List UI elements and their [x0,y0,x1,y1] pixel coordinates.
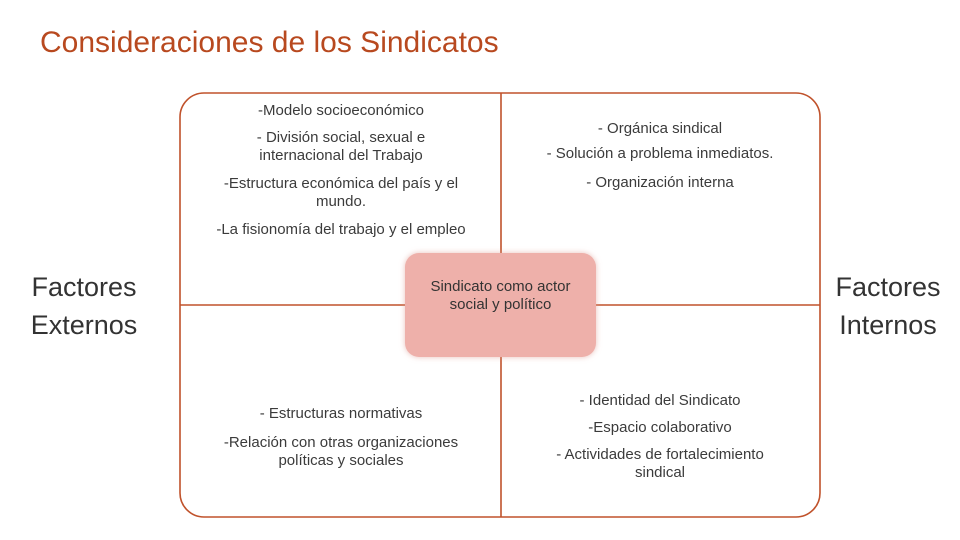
center-concept-text: Sindicato como actor social y político [430,278,571,313]
quadrant-bottom-left [180,405,502,470]
center-concept-box [405,253,596,357]
quadrant-item: -La fisionomía del trabajo y el empleo [216,221,466,238]
quadrant-item: - Identidad del Sindicato [579,392,741,409]
internal-factors-line1: Factores [835,272,941,302]
quadrant-item: - Actividades de fortalecimiento sindical [556,446,764,481]
quadrant-item: - Organización interna [586,174,734,191]
internal-factors-line2: Internos [839,310,937,340]
external-factors-line1: Factores [31,272,137,302]
quadrant-item: -Modelo socioeconómico [258,102,424,119]
quadrant-item: -Relación con otras organizaciones políticas y sociales [223,434,459,469]
page-title: Consideraciones de los Sindicatos [40,26,499,59]
external-factors-line2: Externos [30,310,138,340]
quadrant-item: - Solución a problema inmediatos. [546,145,774,162]
internal-factors-label [822,268,954,344]
quadrant-item: - Estructuras normativas [259,405,423,422]
quadrant-item: - División social, sexual e internacional del Trabajo [256,129,426,164]
quadrant-item: -Espacio colaborativo [588,419,732,436]
quadrant-top-left [180,102,502,238]
quadrant-item: - Orgánica sindical [597,120,723,137]
external-factors-label [18,268,150,344]
quadrant-top-right [510,120,810,191]
quadrant-bottom-right [510,392,810,482]
quadrant-item: -Estructura económica del país y el mundo. [223,175,459,210]
